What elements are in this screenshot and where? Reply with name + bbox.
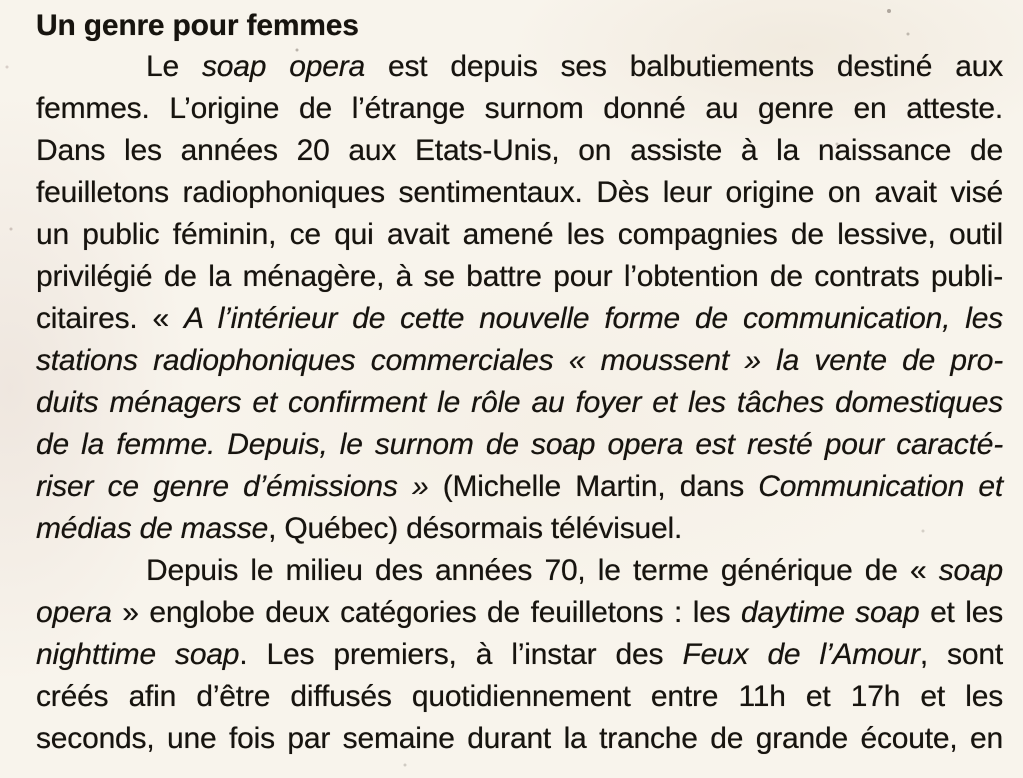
text-run: un public féminin, ce qui avait amené les compagnies de lessive, outil	[36, 218, 1003, 251]
text-run: soap	[938, 554, 1003, 587]
text-line	[36, 424, 1003, 466]
text-line	[36, 718, 1003, 760]
text-run: Communication et	[758, 470, 1003, 503]
text-run: daytime soap	[741, 596, 920, 629]
document-body	[36, 46, 1003, 760]
text-run: A l’intérieur de cette nouvelle forme de communication, les	[184, 302, 1003, 335]
text-line	[36, 298, 1003, 340]
text-run: riser ce genre d’émissions »	[36, 470, 429, 503]
text-line	[36, 172, 1003, 214]
text-run: créés afin d’être diffusés quotidiennement entre 11h et 17h et les	[36, 680, 1003, 713]
text-run: , Québec) désormais télévisuel.	[268, 512, 683, 545]
text-run: seconds, une fois par semaine durant la tranche de grande écoute, en	[36, 722, 1003, 755]
text-run: et les	[919, 596, 1004, 629]
text-line	[36, 550, 1003, 592]
text-run: nighttime soap	[36, 638, 240, 671]
text-run: privilégié de la ménagère, à se battre pour l’obtention de contrats publi-	[36, 260, 1003, 293]
scan-speckles	[0, 0, 2, 2]
text-line	[36, 130, 1003, 172]
text-run: Dans les années 20 aux Etats-Unis, on assiste à la naissance de	[36, 134, 1003, 167]
text-run: Feux de l’Amour	[682, 638, 920, 671]
text-line	[36, 88, 1003, 130]
text-line	[36, 256, 1003, 298]
text-run: » englobe deux catégories de feuilletons : les	[111, 596, 742, 629]
text-line	[36, 508, 1003, 550]
text-run: stations radiophoniques commerciales « moussent » la vente de pro-	[36, 344, 1003, 377]
paragraph	[36, 550, 1003, 760]
text-line	[36, 634, 1003, 676]
text-line	[36, 46, 1003, 88]
text-run: . Les premiers, à l’instar des	[239, 638, 683, 671]
text-line	[36, 676, 1003, 718]
text-line	[36, 340, 1003, 382]
text-run: soap opera	[201, 50, 365, 83]
text-run: de la femme. Depuis, le surnom de soap opera est resté pour caracté-	[36, 428, 1003, 461]
text-line	[36, 382, 1003, 424]
text-line	[36, 214, 1003, 256]
text-run: médias de masse	[36, 512, 269, 545]
text-run: citaires. «	[36, 302, 185, 335]
paragraph	[36, 46, 1003, 550]
text-run: , sont	[919, 638, 1003, 671]
text-run: (Michelle Martin, dans	[428, 470, 759, 503]
text-run: Le	[146, 50, 202, 83]
text-line	[36, 466, 1003, 508]
text-run: duits ménagers et confirment le rôle au foyer et les tâches domestiques	[36, 386, 1003, 419]
text-run: femmes. L’origine de l’étrange surnom donné au genre en atteste.	[36, 92, 1003, 125]
text-run: opera	[36, 596, 112, 629]
page-title: Un genre pour femmes	[36, 9, 359, 42]
text-run: feuilletons radiophoniques sentimentaux. Dès leur origine on avait visé	[36, 176, 1003, 209]
text-line	[36, 592, 1003, 634]
text-run: Depuis le milieu des années 70, le terme générique de «	[146, 554, 939, 587]
text-run: est depuis ses balbutiements destiné aux	[364, 50, 1004, 83]
